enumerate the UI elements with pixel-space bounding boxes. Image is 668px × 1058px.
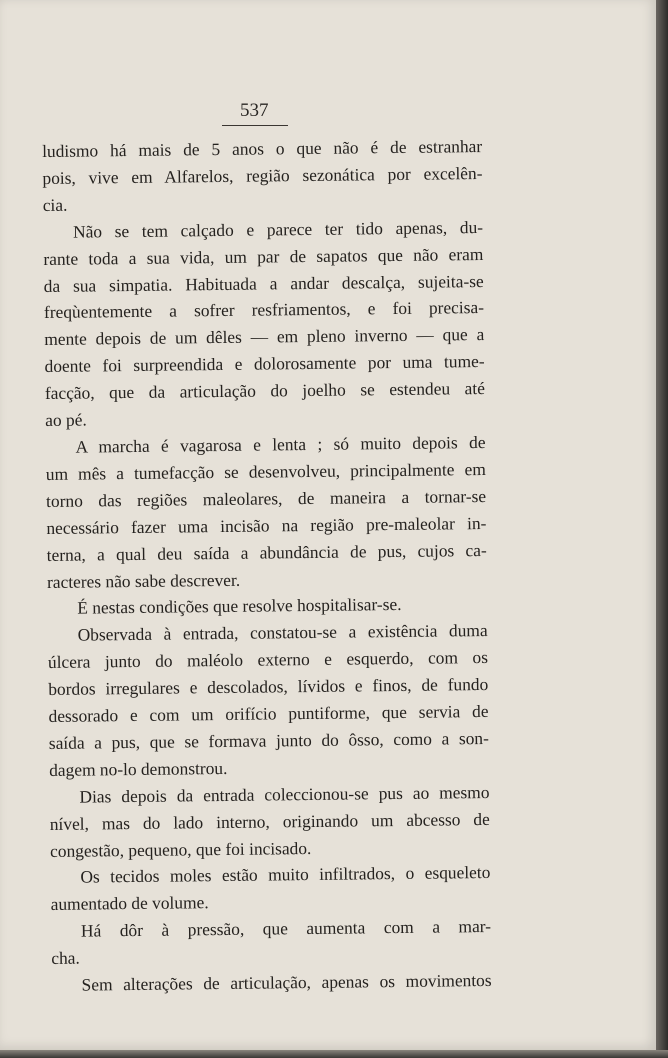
text-line: freqùentemente a sofrer resfriamentos, e foi precisa-	[43, 297, 485, 323]
text-line: aumentado de volume.	[50, 892, 209, 915]
text-line: ao pé.	[45, 409, 87, 431]
text-line: Dias depois da entrada coleccionou-se pus ao mesmo	[79, 781, 490, 807]
text-line: Observada à entrada, constatou-se a existência duma	[77, 620, 488, 645]
text-line: congestão, pequeno, que foi incisado.	[49, 837, 312, 861]
text-line: A marcha é vagarosa e lenta ; só muito depois de	[75, 431, 486, 457]
text-line: da sua simpatia. Habituada a andar descalça, sujeita-se	[43, 270, 484, 296]
text-line: torno das regiões maleolares, de maneira a tornar-se	[46, 485, 487, 511]
text-line: nível, mas do lado interno, originando um abcesso de	[49, 808, 490, 834]
text-line: mente depois de um dêles — em pleno inverno — que a	[44, 324, 485, 350]
text-line: racteres não sabe descrever.	[46, 569, 241, 592]
text-line: Sem alterações de articulação, apenas os movimentos	[81, 970, 492, 995]
text-line: necessário fazer uma incisão na região pre-maleolar in-	[46, 512, 487, 538]
text-line: dessorado e com um orifício puntiforme, que servia de	[48, 701, 489, 726]
text-line: facção, que da articulação do joelho se estendeu até	[44, 378, 485, 404]
page-number: 537	[240, 100, 269, 121]
text-line: ludismo há mais de 5 anos o que não é de estranhar	[42, 136, 483, 161]
page-bottom-edge	[0, 1050, 668, 1058]
text-line: um mês a tumefacção se desenvolveu, principalmente em	[45, 458, 486, 484]
text-line: pois, vive em Alfarelos, região sezonática por excelên-	[42, 162, 483, 188]
text-line: úlcera junto do maléolo externo e esquerdo, com os	[47, 647, 489, 673]
text-line: bordos irregulares e descolados, lívidos e finos, de fundo	[48, 674, 489, 700]
text-line: dagem no-lo demonstrou.	[49, 757, 228, 780]
text-line: Não se tem calçado e parece ter tido apenas, du-	[72, 216, 484, 242]
text-line: doente foi surpreendida e dolorosamente por uma tume-	[44, 351, 485, 377]
page-number-rule	[222, 125, 288, 126]
text-line: Há dôr à pressão, que aumenta com a mar-	[80, 916, 492, 941]
text-line: terna, a qual deu saída a abundância de pus, cujos ca-	[46, 539, 487, 565]
text-line: Os tecidos moles estão muito infiltrados, o esqueleto	[80, 862, 491, 888]
body-text	[42, 133, 492, 999]
text-line: É nestas condições que resolve hospitalisar-se.	[77, 594, 402, 619]
text-line: cia.	[42, 194, 68, 215]
text-line: cha.	[51, 947, 80, 969]
text-line: rante toda a sua vida, um par de sapatos que não eram	[43, 243, 484, 269]
text-line: saída a pus, que se formava junto do ôsso, como a son-	[48, 727, 489, 753]
page-right-edge	[656, 0, 668, 1058]
